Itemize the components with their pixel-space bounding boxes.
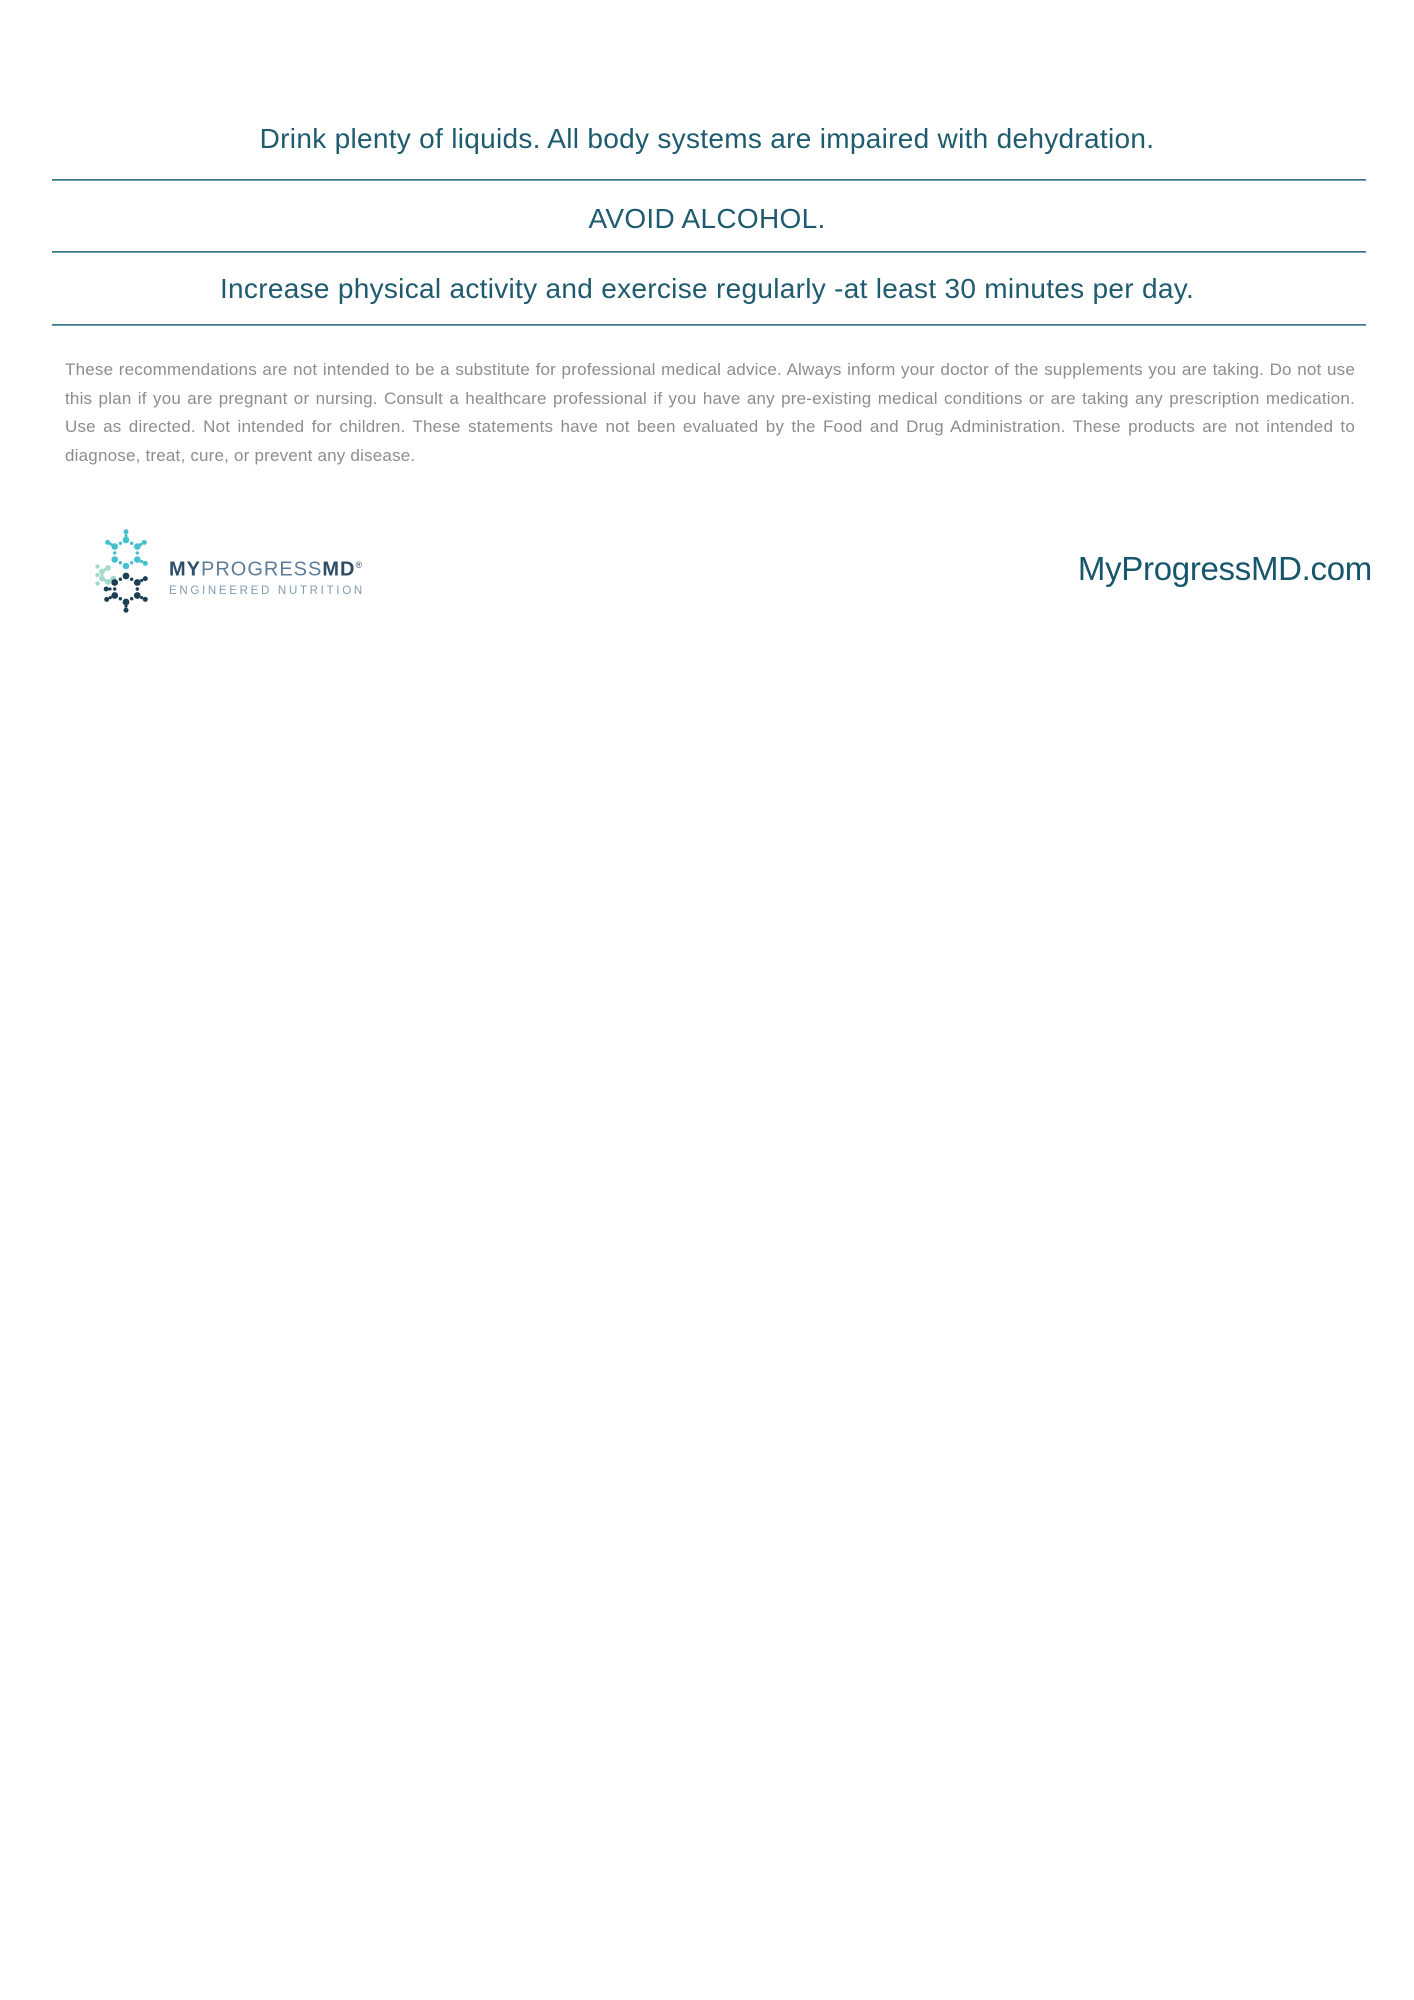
divider-rule (52, 179, 1366, 181)
website-url: MyProgressMD.com (1077, 550, 1372, 587)
logo-brand-my: MY (169, 558, 201, 581)
myprogressmd-logo (95, 529, 365, 613)
logo-brand-name (169, 554, 365, 581)
divider-rule (52, 251, 1366, 253)
divider-rule (52, 324, 1366, 326)
trademark-symbol: ® (355, 560, 364, 571)
heading-drink-liquids: Drink plenty of liquids. All body systems are impaired with dehydration. (259, 123, 1155, 154)
medical-disclaimer-text: These recommendations are not intended to be a substitute for professional medical advice. Always inform your doctor of the supplements you are taking. Do not use this plan if you are pregnant or nursing. Consult a healthcare professional if you have any pre-existing medical conditions or are taking any prescription medication. Use as directed. Not intended for children. These statements have not been evaluated by the Food and Drug Administration. These products are not intended to diagnose, treat, cure, or prevent any disease. (65, 360, 1355, 465)
logo-brand-md: MD (322, 558, 356, 581)
logo-tagline: ENGINEERED NUTRITION (169, 584, 365, 597)
molecule-icon (95, 529, 155, 613)
logo-brand-progress: PROGRESS (201, 558, 323, 581)
heading-avoid-alcohol: AVOID ALCOHOL. (588, 203, 826, 234)
logo-wordmark (169, 554, 365, 598)
heading-physical-activity: Increase physical activity and exercise regularly -at least 30 minutes per day. (219, 273, 1195, 304)
